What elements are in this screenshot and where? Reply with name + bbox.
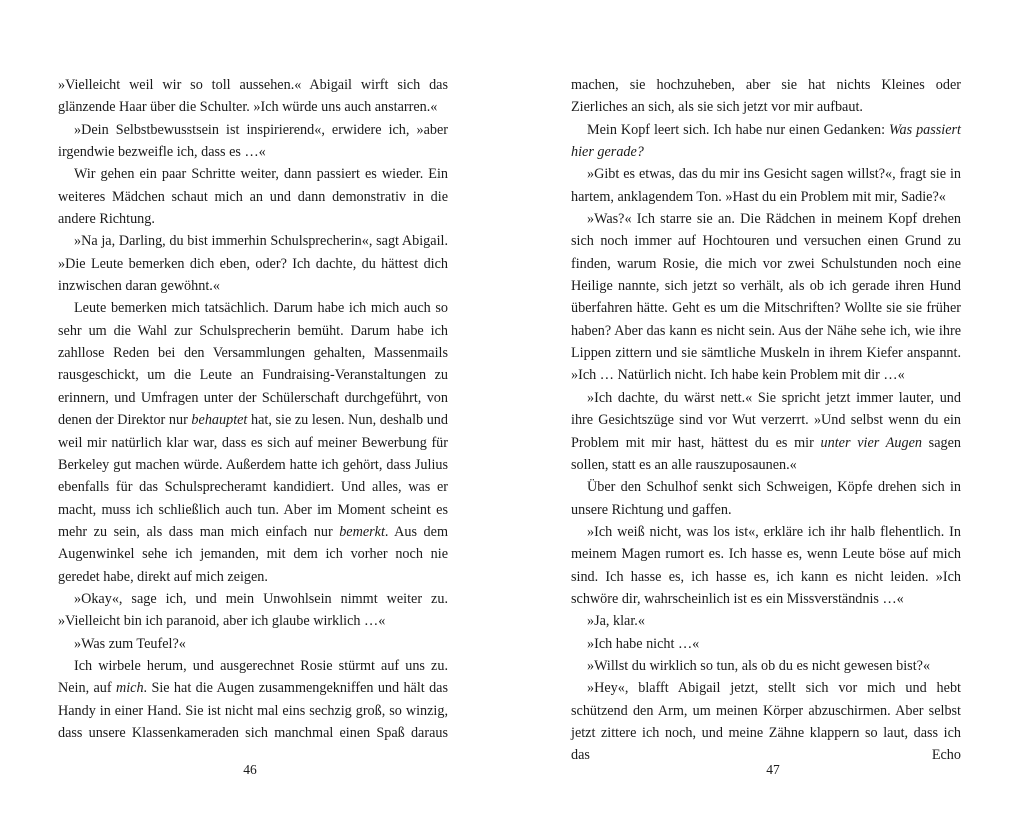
left-page bbox=[58, 74, 448, 744]
emphasis: bemerkt bbox=[339, 523, 385, 540]
paragraph: Ich wirbele herum, und ausgerechnet Rosie stürmt auf uns zu. Nein, auf mich. Sie hat die Augen zusammengekniffen und hält das Handy in einer Hand. Sie ist nicht mal eins sechzig groß, so winzig, dass unsere Klassenkameraden sich manchmal einen Spaß daraus bbox=[58, 657, 448, 741]
emphasis: Was passiert hier gerade? bbox=[571, 121, 962, 161]
paragraph: »Ja, klar.« bbox=[587, 613, 645, 630]
paragraph: »Okay«, sage ich, und mein Unwohlsein nimmt weiter zu. »Vielleicht bin ich paranoid, aber ich glaube wirklich …« bbox=[58, 590, 448, 630]
page-number-right: 47 bbox=[766, 762, 780, 777]
emphasis: mich bbox=[115, 680, 144, 697]
right-page bbox=[571, 74, 961, 767]
paragraph: Über den Schulhof senkt sich Schweigen, Köpfe drehen sich in unsere Richtung und gaffen. bbox=[571, 479, 961, 518]
paragraph: machen, sie hochzuheben, aber sie hat nichts Kleines oder Zierliches an sich, als sie sich jetzt vor mir aufbaut. bbox=[571, 77, 961, 116]
paragraph: »Ich weiß nicht, was los ist«, erkläre ich ihr halb flehentlich. In meinem Magen rumort es. Ich hasse es, wenn Leute böse auf mich sind. Ich hasse es, ich hasse es, ich kann es nicht leiden. »Ich schwöre dir, wahrscheinlich ist es ein Missverständnis …« bbox=[571, 523, 961, 607]
paragraph: »Was?« Ich starre sie an. Die Rädchen in meinem Kopf drehen sich noch immer auf Hochtouren und versuchen einen Grund zu finden, warum Rosie, die mich vor zwei Schulstunden noch eine Heilige nannte, sich jetzt so verhält, als ob ich gerade ihren Hund überfahren hätte. Geht es um die Mitschriften? Wollte sie sie früher haben? Aber das kann es nicht sein. Aus der Nähe sehe ich, wie ihre Lippen zittern und sie sämtliche Muskeln in ihrem Kiefer anspannt. »Ich … Natürlich nicht. Ich habe kein Problem mit dir …« bbox=[571, 211, 961, 384]
paragraph: »Ich dachte, du wärst nett.« Sie spricht jetzt immer lauter, und ihre Gesichtszüge sind vor Wut verzerrt. »Und selbst wenn du ein Problem mit mir hast, hättest du es mir unter vier Augen sagen sollen, statt es an alle rauszuposaunen.« bbox=[571, 389, 961, 473]
paragraph: »Vielleicht weil wir so toll aussehen.« Abigail wirft sich das glänzende Haar über die Schulter. »Ich würde uns auch anstarren.« bbox=[58, 77, 448, 116]
paragraph: »Na ja, Darling, du bist immerhin Schulsprecherin«, sagt Abigail. »Die Leute bemerken dich eben, oder? Ich dachte, du hättest dich inzwischen daran gewöhnt.« bbox=[58, 233, 448, 295]
emphasis: behauptet bbox=[191, 412, 248, 429]
paragraph: »Ich habe nicht …« bbox=[587, 635, 700, 652]
paragraph: Wir gehen ein paar Schritte weiter, dann passiert es wieder. Ein weiteres Mädchen schaut mich an und dann demonstrativ in die andere Richtung. bbox=[58, 166, 448, 228]
paragraph: »Dein Selbstbewusstsein ist inspirierend«, erwidere ich, »aber irgendwie bezweifle ich, dass es …« bbox=[58, 121, 448, 161]
paragraph: Mein Kopf leert sich. Ich habe nur einen Gedanken: Was passiert hier gerade? bbox=[571, 121, 962, 161]
paragraph: »Was zum Teufel?« bbox=[74, 635, 186, 652]
paragraph: »Hey«, blafft Abigail jetzt, stellt sich vor mich und hebt schützend den Arm, um meinen Körper abzuschirmen. Aber selbst jetzt zittere ich noch, und meine Zähne klappern so laut, dass ich das Echo bbox=[571, 680, 961, 764]
paragraph: »Willst du wirklich so tun, als ob du es nicht gewesen bist?« bbox=[587, 657, 931, 674]
emphasis: unter vier Augen bbox=[820, 434, 922, 451]
paragraph: »Gibt es etwas, das du mir ins Gesicht sagen willst?«, fragt sie in hartem, anklagendem Ton. »Hast du ein Problem mit mir, Sadie?« bbox=[571, 166, 961, 205]
paragraph: Leute bemerken mich tatsächlich. Darum habe ich mich auch so sehr um die Wahl zur Schulsprecherin bemüht. Darum habe ich zahllose Reden bei den Versammlungen gehalten, Massenmails rausgeschickt, um die Leute an Fundraising-Veranstaltungen zu erinnern, und Umfragen unter der Schülerschaft durchgeführt, von denen der Direktor nur behauptet hat, sie zu lesen. Nun, deshalb und weil mir natürlich klar war, dass es sich auf meiner Bewerbung für Berkeley gut machen würde. Außerdem hatte ich gehört, dass Julius ebenfalls für das Schulsprecheramt kandidiert. Und alles, was er macht, muss ich schließlich auch tun. Aber im Moment scheint es mehr zu sein, als dass man mich einfach nur bemerkt. Aus dem Augenwinkel sehe ich jemanden, mit dem ich vorher noch nie geredet habe, direkt auf mich zeigen. bbox=[58, 300, 448, 585]
page-number-left: 46 bbox=[243, 762, 257, 777]
